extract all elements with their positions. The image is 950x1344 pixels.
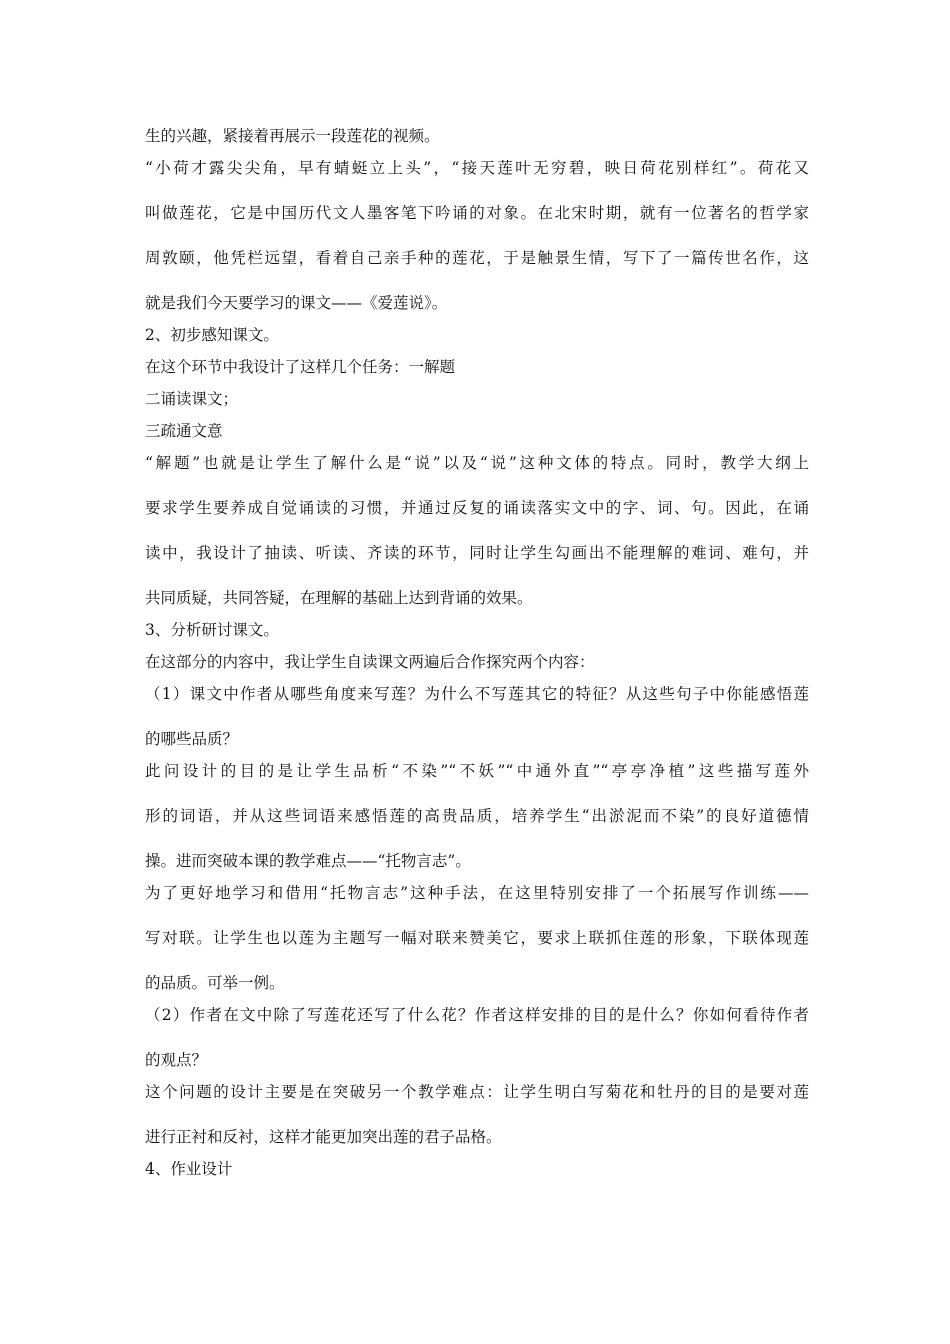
text-line: 这个问题的设计主要是在突破另一个教学难点：让学生明白写菊花和牡丹的目的是要对莲: [145, 1083, 809, 1101]
text-line: 进行正衬和反衬，这样才能更加突出莲的君子品格。: [145, 1128, 502, 1146]
text-line: 就是我们今天要学习的课文——《爱莲说》。: [145, 294, 448, 312]
text-line: “解题”也就是让学生了解什么是“说”以及“说”这种文体的特点。同时，教学大纲上: [145, 454, 809, 472]
text-line: “小荷才露尖尖角，早有蜻蜓立上头”，“接天莲叶无穷碧，映日荷花别样红”。荷花又: [145, 159, 809, 177]
text-line: 三疏通文意: [145, 422, 223, 440]
text-line: 在这个环节中我设计了这样几个任务：一解题: [145, 358, 456, 376]
question-line: 的哪些品质？: [145, 730, 239, 748]
text-line: 叫做莲花，它是中国历代文人墨客笔下吟诵的对象。在北宋时期，就有一位著名的哲学家: [145, 204, 809, 222]
text-line: 要求学生要养成自觉诵读的习惯，并通过反复的诵读落实文中的字、词、句。因此，在诵: [145, 499, 809, 517]
section-heading: 3、分析研讨课文。: [145, 621, 279, 639]
text-line: 周敦颐，他凭栏远望，看着自己亲手种的莲花，于是触景生情，写下了一篇传世名作，这: [145, 249, 809, 267]
text-line: 在这部分的内容中，我让学生自读课文两遍后合作探究两个内容：: [145, 653, 595, 671]
text-line: 操。进而突破本课的教学难点——“托物言志”。: [145, 852, 471, 870]
section-heading: 2、初步感知课文。: [145, 326, 279, 344]
question-line: 的观点？: [145, 1051, 208, 1069]
text-line: 共同质疑，共同答疑，在理解的基础上达到背诵的效果。: [145, 589, 533, 607]
question-line: （2）作者在文中除了写莲花还写了什么花？作者这样安排的目的是什么？你如何看待作者: [145, 1006, 809, 1024]
text-line: 为了更好地学习和借用“托物言志”这种手法，在这里特别安排了一个拓展写作训练——: [145, 884, 809, 902]
text-line: 写对联。让学生也以莲为主题写一幅对联来赞美它，要求上联抓住莲的形象，下联体现莲: [145, 929, 809, 947]
text-line: 此问设计的目的是让学生品析“不染”“不妖”“中通外直”“亭亭净植”这些描写莲外: [145, 762, 809, 780]
text-line: 二诵读课文；: [145, 390, 239, 408]
text-line: 的品质。可举一例。: [145, 974, 285, 992]
document-body: [145, 124, 809, 1181]
question-line: （1）课文中作者从哪些角度来写莲？为什么不写莲其它的特征？从这些句子中你能感悟莲: [145, 685, 809, 703]
text-line: 形的词语，并从这些词语来感悟莲的高贵品质，培养学生“出淤泥而不染”的良好道德情: [145, 807, 809, 825]
text-line: 读中，我设计了抽读、听读、齐读的环节，同时让学生勾画出不能理解的难词、难句，并: [145, 544, 809, 562]
text-line: 生的兴趣，紧接着再展示一段莲花的视频。: [145, 127, 440, 145]
section-heading: 4、作业设计: [145, 1160, 233, 1178]
